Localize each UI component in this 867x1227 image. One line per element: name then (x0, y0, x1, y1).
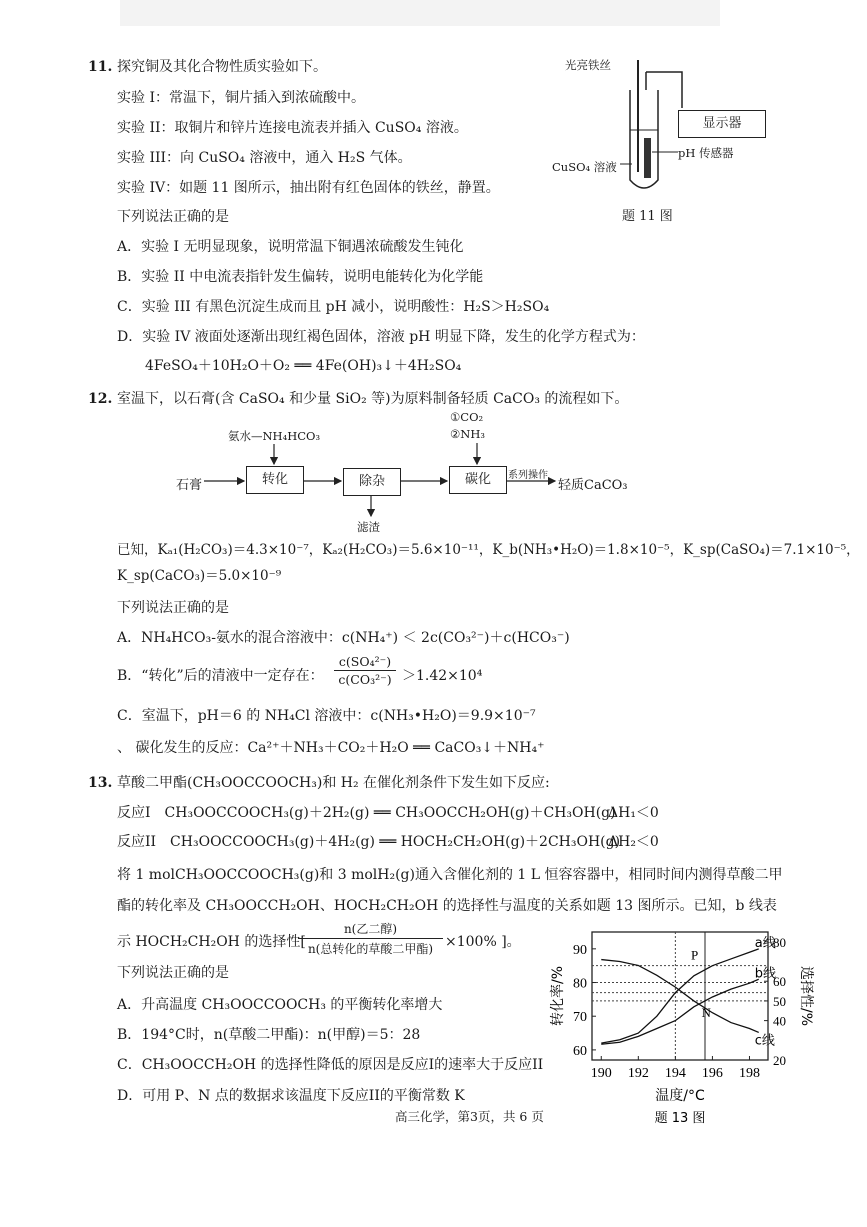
q13-para1: 将 1 molCH₃OOCCOOCH₃(g)和 3 molH₂(g)通入含催化剂的 1 L 恒容容器中，相同时间内测得草酸二甲 (117, 867, 783, 883)
q12-prompt: 下列说法正确的是 (117, 600, 229, 616)
q13-fraction-denominator: n(总转化的草酸二甲酯) (307, 942, 434, 956)
q13-reaction1-dh: ΔH₁＜0 (608, 805, 659, 821)
q13-reaction1: 反应I CH₃OOCCOOCH₃(g)＋2H₂(g) ══ CH₃OOCCH₂OH(g)＋CH₃OH(g) (117, 805, 616, 821)
q13-selectivity-fraction (298, 920, 443, 957)
x-tick-label: 192 (627, 1066, 649, 1081)
fraction-bar (298, 938, 443, 939)
flow-start: 石膏 (176, 478, 203, 493)
q12-option-b-post: ＞1.42×10⁴ (402, 668, 483, 684)
point-label-N: N (701, 1004, 711, 1020)
point-label-P: P (691, 947, 699, 963)
flow-reagent2b: ②NH₃ (450, 427, 486, 441)
q13-chart (550, 920, 820, 1126)
q11-option-d[interactable]: D．实验 IV 液面处逐渐出现红褐色固体，溶液 pH 明显下降，发生的化学方程式为： (117, 329, 645, 345)
flow-waste: 滤渣 (357, 520, 380, 534)
fraction-bar (334, 670, 396, 671)
q12-option-d[interactable]: 、 碳化发生的反应：Ca²⁺＋NH₃＋CO₂＋H₂O ══ CaCO₃↓＋NH₄⁺ (117, 740, 545, 756)
q13-option-c[interactable]: C．CH₃OOCCH₂OH 的选择性降低的原因是反应I的速率大于反应II (117, 1057, 544, 1073)
q11-exp3: 实验 III：向 CuSO₄ 溶液中，通入 H₂S 气体。 (117, 150, 412, 166)
q13-prompt: 下列说法正确的是 (117, 965, 229, 981)
page-footer: 高三化学，第3页，共 6 页 (395, 1109, 544, 1124)
x-tick-label: 190 (590, 1066, 612, 1081)
y-right-tick-label: 60 (773, 974, 786, 990)
flow-reagent1: 氨水—NH₄HCO₃ (228, 429, 321, 443)
q13-reaction2-dh: ΔH₂＜0 (608, 834, 659, 850)
q13-para2: 酯的转化率及 CH₃OOCCH₂OH、HOCH₂CH₂OH 的选择性与温度的关系如题 13 图所示。已知，b 线表 (117, 898, 777, 914)
flow-box-convert: 转化 (246, 466, 304, 494)
q11-number: 11. (88, 59, 113, 75)
q12-number: 12. (88, 391, 113, 407)
q13-para3-pre: 示 HOCH₂CH₂OH 的选择性[ (117, 934, 306, 950)
series-label-c线: c线 (754, 1033, 775, 1049)
y-right-tick-label: 40 (773, 1013, 786, 1029)
y-right-tick-label: 20 (773, 1053, 786, 1068)
q12-option-b-pre[interactable]: B．“转化”后的清液中一定存在： (117, 668, 324, 684)
q11-option-d-equation: 4FeSO₄＋10H₂O＋O₂ ══ 4Fe(OH)₃↓＋4H₂SO₄ (145, 358, 462, 374)
y-right-axis-title: 选择性/% (798, 965, 814, 1027)
q13-option-a[interactable]: A．升高温度 CH₃OOCCOOCH₃ 的平衡转化率增大 (117, 997, 443, 1013)
q13-stem: 草酸二甲酯(CH₃OOCCOOCH₃)和 H₂ 在催化剂条件下发生如下反应: (117, 775, 550, 791)
y-left-tick-label: 60 (573, 1043, 587, 1059)
q11-option-a[interactable]: A．实验 I 无明显现象，说明常温下铜遇浓硫酸发生钝化 (117, 239, 464, 255)
flow-reagent2a: ①CO₂ (450, 410, 484, 424)
q12-known-line1: 已知，Kₐ₁(H₂CO₃)＝4.3×10⁻⁷，Kₐ₂(H₂CO₃)＝5.6×10⁻¹¹，K_b(NH₃•H₂O)＝1.8×10⁻⁵，K_sp(CaSO₄)＝7.1×10⁻⁵， (117, 542, 860, 558)
q11-option-b[interactable]: B．实验 II 中电流表指针发生偏转，说明电能转化为化学能 (117, 269, 484, 285)
y-right-tick-label: 80 (773, 934, 786, 950)
q12-known-line2: K_sp(CaCO₃)＝5.0×10⁻⁹ (117, 568, 282, 584)
y-left-axis-title: 转化率/% (550, 965, 566, 1027)
x-axis-title: 温度/°C (655, 1088, 705, 1104)
y-left-tick-label: 90 (573, 942, 587, 958)
flow-arrows (0, 0, 867, 560)
q11-stem: 探究铜及其化合物性质实验如下。 (117, 59, 327, 75)
q13-option-d[interactable]: D．可用 P、N 点的数据求该温度下反应II的平衡常数 K (117, 1088, 465, 1104)
q11-exp1: 实验 I：常温下，铜片插入到浓硫酸中。 (117, 90, 365, 106)
q13-reaction2: 反应II CH₃OOCCOOCH₃(g)＋4H₂(g) ══ HOCH₂CH₂OH(g)＋2CH₃OH(g) (117, 834, 621, 850)
q11-exp2: 实验 II：取铜片和锌片连接电流表并插入 CuSO₄ 溶液。 (117, 120, 468, 136)
q13-number: 13. (88, 775, 113, 791)
plot-frame (592, 932, 768, 1060)
q12-option-b-fraction (334, 654, 396, 687)
q11-exp4: 实验 IV：如题 11 图所示，抽出附有红色固体的铁丝，静置。 (117, 180, 500, 196)
series-label-b线: b线 (754, 966, 777, 982)
fig11-solution-label: CuSO₄ 溶液 (552, 160, 617, 174)
x-tick-label: 198 (738, 1066, 760, 1081)
x-tick-label: 196 (701, 1066, 723, 1081)
q12-stem: 室温下，以石膏(含 CaSO₄ 和少量 SiO₂ 等)为原料制备轻质 CaCO₃ 的流程如下。 (117, 391, 629, 407)
flow-op-label: 系列操作 (508, 470, 548, 481)
flow-box-purify: 除杂 (343, 468, 401, 496)
y-left-tick-label: 70 (573, 1010, 587, 1026)
series-line-c线 (601, 960, 758, 1033)
q13-option-b[interactable]: B．194°C时，n(草酸二甲酯)：n(甲醇)＝5：28 (117, 1027, 421, 1043)
fig11-ph-label: pH 传感器 (678, 146, 734, 160)
y-right-tick-label: 50 (773, 993, 786, 1009)
fig11-caption: 题 11 图 (622, 209, 673, 224)
q11-option-c[interactable]: C．实验 III 有黑色沉淀生成而且 pH 减小，说明酸性：H₂S＞H₂SO₄ (117, 299, 550, 315)
q12-option-b-numerator: c(SO₄²⁻) (338, 654, 392, 669)
q12-option-b-denominator: c(CO₃²⁻) (338, 672, 392, 687)
y-left-tick-label: 80 (573, 976, 587, 992)
x-tick-label: 194 (664, 1066, 686, 1081)
q11-prompt: 下列说法正确的是 (117, 209, 229, 225)
q13-para3-post: ×100% ]。 (445, 934, 521, 950)
q12-option-c[interactable]: C．室温下，pH＝6 的 NH₄Cl 溶液中：c(NH₃•H₂O)＝9.9×10⁻⁷ (117, 708, 536, 724)
q12-option-a[interactable]: A．NH₄HCO₃-氨水的混合溶液中：c(NH₄⁺) ＜ 2c(CO₃²⁻)＋c(HCO₃⁻) (117, 630, 570, 646)
fig11-wire-label: 光亮铁丝 (565, 58, 611, 72)
flow-product: 轻质CaCO₃ (558, 478, 628, 493)
fig11-display: 显示器 (678, 110, 766, 138)
chart-caption: 题 13 图 (654, 1111, 706, 1126)
flow-box-carbonize: 碳化 (449, 466, 507, 494)
q13-fraction-numerator: n(乙二醇) (343, 922, 398, 936)
series-label-a线: a线 (754, 935, 776, 951)
